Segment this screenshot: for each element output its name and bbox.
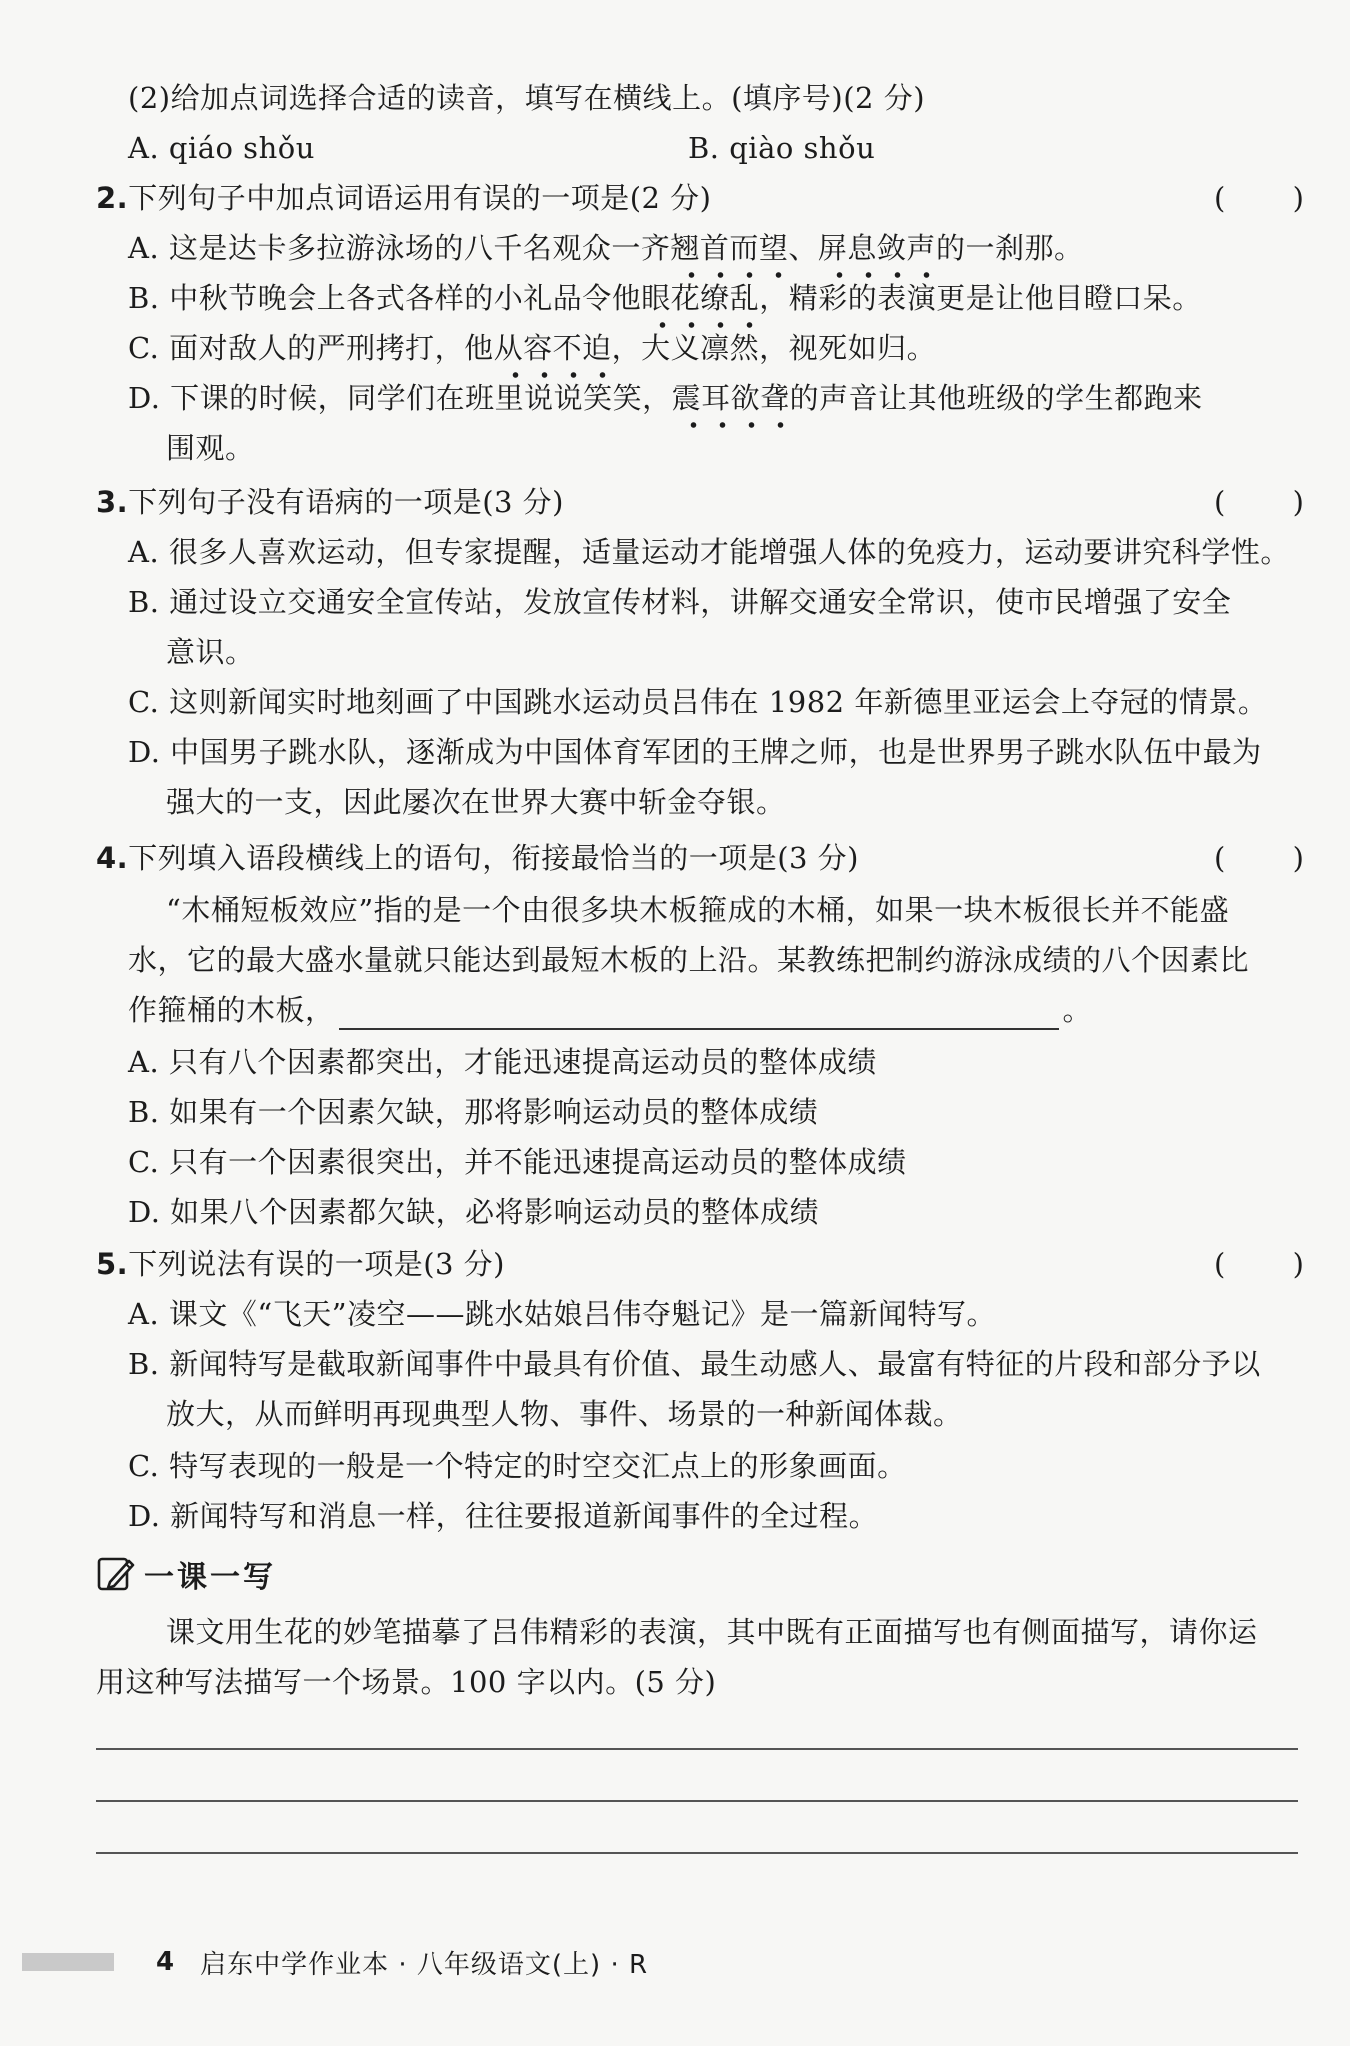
- text-segment: ，大义凛然，视死如归。: [611, 331, 937, 365]
- q5-option-a: A. 课文《“飞天”凌空——跳水姑娘吕伟夺魁记》是一篇新闻特写。: [128, 1297, 997, 1331]
- bracket-open: (: [1214, 181, 1226, 215]
- text-segment: 、: [788, 231, 818, 265]
- bracket-close: ): [1292, 181, 1304, 215]
- q3-option-b: B. 通过设立交通安全宣传站，发放宣传材料，讲解交通安全常识，使市民增强了安全: [128, 585, 1232, 619]
- text-segment: C. 面对敌人的严刑拷打，他: [128, 331, 494, 365]
- q3-option-b-cont: 意识。: [166, 635, 255, 669]
- q2-number: 2.: [96, 181, 129, 215]
- text-segment: D. 下课的时候，同学们在班里说说笑笑，: [128, 381, 672, 415]
- q1-sub2-option-b: B. qiào shǒu: [688, 131, 876, 165]
- q3-option-d-cont: 强大的一支，因此屡次在世界大赛中斩金夺银。: [166, 785, 786, 819]
- q5-stem-line: [96, 1244, 505, 1284]
- q5-stem: 下列说法有误的一项是(3 分): [128, 1247, 506, 1281]
- bracket-close: ): [1292, 485, 1304, 519]
- q4-number: 4.: [96, 841, 129, 875]
- q2-answer-bracket[interactable]: [1214, 178, 1304, 218]
- q3-option-a: A. 很多人喜欢运动，但专家提醒，适量运动才能增强人体的免疫力，运动要讲究科学性。: [128, 535, 1290, 569]
- page-number: 4: [156, 1947, 175, 1977]
- q5-option-b: B. 新闻特写是截取新闻事件中最具有价值、最生动感人、最富有特征的片段和部分予以: [128, 1347, 1261, 1381]
- q2-stem-line: [96, 178, 712, 218]
- q4-option-c: C. 只有一个因素很突出，并不能迅速提高运动员的整体成绩: [128, 1145, 907, 1179]
- q5-number: 5.: [96, 1247, 129, 1281]
- q4-stem-line: [96, 838, 859, 878]
- dotted-word: 屏息敛声: [818, 228, 936, 268]
- q4-answer-bracket[interactable]: [1214, 838, 1304, 878]
- fill-in-blank[interactable]: [339, 998, 1059, 1030]
- q2-option-a: [128, 228, 1083, 268]
- text-segment: A. 这是达卡多拉游泳场的八千名观众一齐: [128, 231, 671, 265]
- q5-option-c: C. 特写表现的一般是一个特定的时空交汇点上的形象画面。: [128, 1449, 907, 1483]
- q4-option-d: D. 如果八个因素都欠缺，必将影响运动员的整体成绩: [128, 1195, 820, 1229]
- writing-line[interactable]: [96, 1748, 1298, 1750]
- q3-number: 3.: [96, 485, 129, 519]
- text-segment: 的声音让其他班级的学生都跑来: [789, 381, 1203, 415]
- writing-prompt-line-2: 用这种写法描写一个场景。100 字以内。(5 分): [96, 1665, 717, 1699]
- q2-option-d-cont: 围观。: [166, 431, 255, 465]
- writing-section-header: [96, 1552, 276, 1596]
- writing-prompt-line-1: 课文用生花的妙笔描摹了吕伟精彩的表演，其中既有正面描写也有侧面描写，请你运: [166, 1615, 1258, 1649]
- q2-option-c: [128, 328, 936, 368]
- writing-line[interactable]: [96, 1852, 1298, 1854]
- q4-passage-line-3: [128, 990, 1092, 1030]
- text-segment: 。: [1062, 993, 1093, 1027]
- dotted-word: 翘首而望: [670, 228, 788, 268]
- q4-option-a: A. 只有八个因素都突出，才能迅速提高运动员的整体成绩: [128, 1045, 877, 1079]
- bracket-open: (: [1214, 1247, 1226, 1281]
- writing-line[interactable]: [96, 1800, 1298, 1802]
- bracket-open: (: [1214, 841, 1226, 875]
- q5-option-b-cont: 放大，从而鲜明再现典型人物、事件、场景的一种新闻体裁。: [166, 1397, 963, 1431]
- pen-icon: [96, 1554, 136, 1594]
- q2-option-b: [128, 278, 1202, 318]
- bracket-open: (: [1214, 485, 1226, 519]
- dotted-word: 从容不迫: [494, 328, 612, 368]
- text-segment: B. 中秋节晚会上各式各样的小礼品令他: [128, 281, 642, 315]
- q4-stem: 下列填入语段横线上的语句，衔接最恰当的一项是(3 分): [128, 841, 860, 875]
- q2-option-d: [128, 378, 1203, 418]
- text-segment: 作箍桶的木板，: [128, 993, 335, 1027]
- q1-sub2-prompt: (2)给加点词选择合适的读音，填写在横线上。(填序号)(2 分): [128, 81, 926, 115]
- q4-passage-line-2: 水，它的最大盛水量就只能达到最短木板的上沿。某教练把制约游泳成绩的八个因素比: [128, 943, 1250, 977]
- q5-answer-bracket[interactable]: [1214, 1244, 1304, 1284]
- q2-stem: 下列句子中加点词语运用有误的一项是(2 分): [128, 181, 712, 215]
- dotted-word: 震耳欲聋: [672, 378, 790, 418]
- book-title: 启东中学作业本 · 八年级语文(上) · R: [200, 1949, 649, 1980]
- q4-passage-line-1: “木桶短板效应”指的是一个由很多块木板箍成的木桶，如果一块木板很长并不能盛: [166, 893, 1230, 927]
- q5-option-d: D. 新闻特写和消息一样，往往要报道新闻事件的全过程。: [128, 1499, 879, 1533]
- q3-stem-line: [96, 482, 564, 522]
- section-title: 一课一写: [144, 1560, 276, 1595]
- q4-option-b: B. 如果有一个因素欠缺，那将影响运动员的整体成绩: [128, 1095, 819, 1129]
- page-footer: [0, 1942, 1350, 1982]
- bracket-close: ): [1292, 1247, 1304, 1281]
- q1-sub2-option-a: A. qiáo shǒu: [128, 131, 315, 165]
- q3-option-c: C. 这则新闻实时地刻画了中国跳水运动员吕伟在 1982 年新德里亚运会上夺冠的情景。: [128, 685, 1268, 719]
- footer-decor-bar: [22, 1953, 114, 1971]
- q3-option-d: D. 中国男子跳水队，逐渐成为中国体育军团的王牌之师，也是世界男子跳水队伍中最为: [128, 735, 1262, 769]
- q3-answer-bracket[interactable]: [1214, 482, 1304, 522]
- text-segment: 的一刹那。: [935, 231, 1084, 265]
- q3-stem: 下列句子没有语病的一项是(3 分): [128, 485, 565, 519]
- bracket-close: ): [1292, 841, 1304, 875]
- text-segment: ，精彩的表演更是让他目瞪口呆。: [759, 281, 1202, 315]
- dotted-word: 眼花缭乱: [641, 278, 759, 318]
